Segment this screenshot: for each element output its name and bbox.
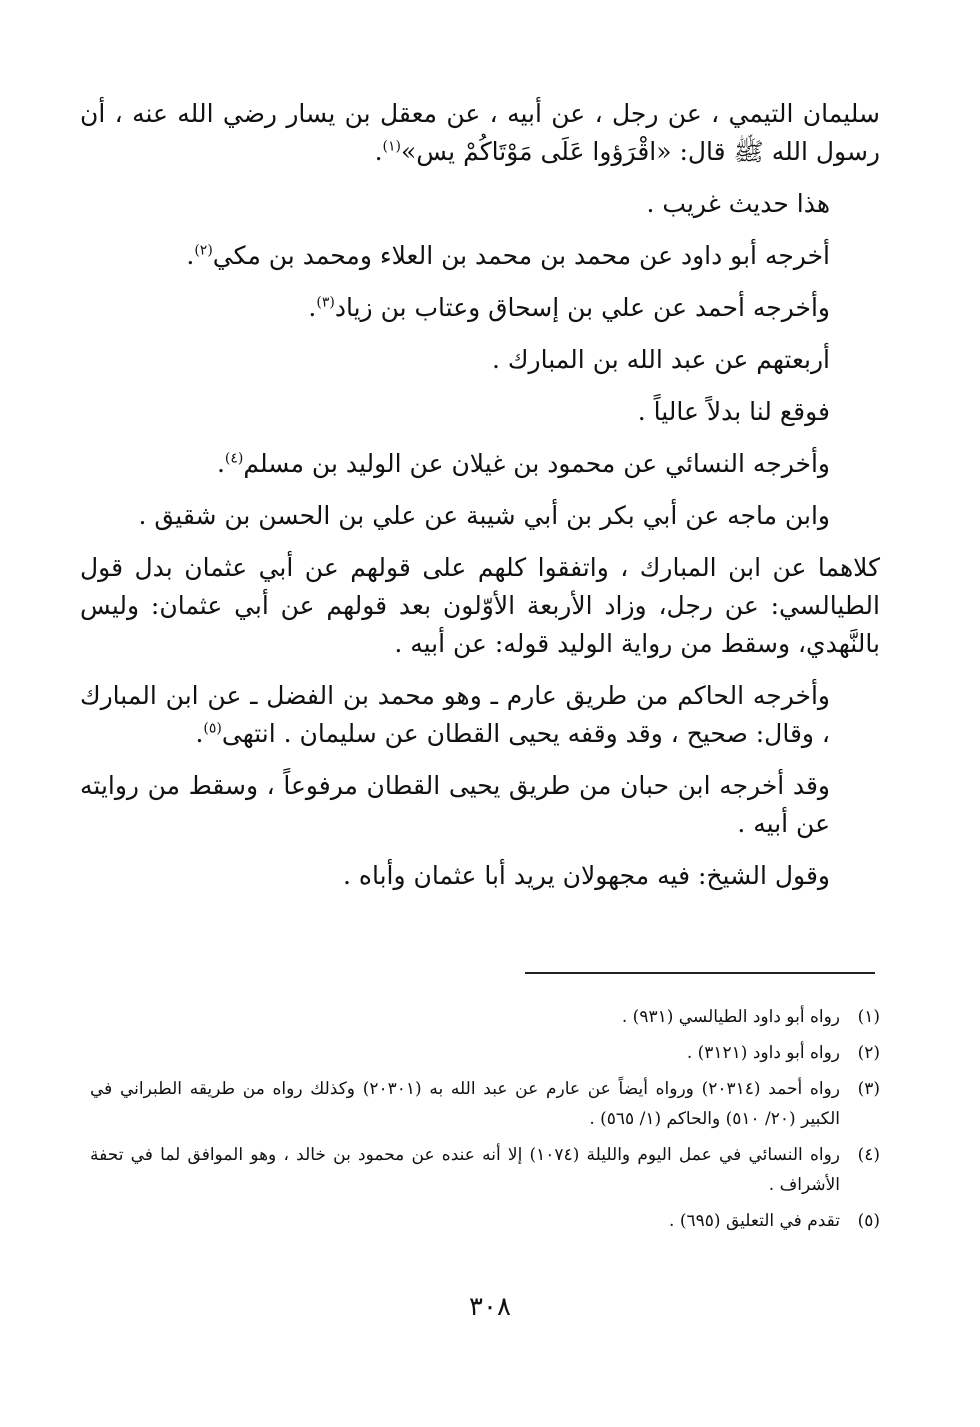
paragraph: هذا حديث غريب . (646, 189, 830, 218)
paragraph: وقول الشيخ: فيه مجهولان يريد أبا عثمان وأباه . (342, 861, 830, 890)
paragraph: وأخرجه النسائي عن محمود بن غيلان عن الوليد بن مسلم$^{(٤)}$. (216, 449, 830, 478)
paragraph: وقد أخرجه ابن حبان من طريق يحيى القطان مرفوعاً ، وسقط من روايته عن أبيه . (80, 771, 830, 838)
paragraph: وأخرجه أحمد عن علي بن إسحاق وعتاب بن زياد$^{(٣)}$. (308, 293, 830, 322)
footnote-ref: (٣) (316, 294, 335, 311)
footnotes (90, 1002, 880, 1242)
footnote: (٢) رواه أبو داود (٣١٢١) . (686, 1043, 880, 1063)
page-number: ٣٠٨ (469, 1292, 511, 1322)
footnote-ref: (١) (382, 138, 402, 155)
footnote-ref: (٢) (194, 242, 213, 259)
paragraph: فوقع لنا بدلاً عالياً . (637, 397, 830, 426)
footnote-divider (525, 972, 875, 974)
paragraph: وأخرجه الحاكم من طريق عارم ـ وهو محمد بن الفضل ـ عن ابن المبارك ، وقال: صحيح ، وقد وقفه يحيى القطان عن سليمان . انتهى$^{(٥)}$. (80, 681, 830, 748)
footnote-ref: (٤) (224, 450, 244, 467)
paragraph: سليمان التيمي ، عن رجل ، عن أبيه ، عن معقل بن يسار رضي الله عنه ، أن رسول الله ﷺ قال: «اقْرَؤوا عَلَى مَوْتَاكُمْ يس»$^{(١)}$. (80, 99, 880, 166)
main-text (80, 95, 880, 909)
paragraph: كلاهما عن ابن المبارك ، واتفقوا كلهم على قولهم عن أبي عثمان بدل قول الطيالسي: عن رجل، وزاد الأربعة الأوّلون بعد قولهم عن أبي عثمان: وليس بالنَّهدي، وسقط من رواية الوليد قوله: عن أبيه . (80, 553, 880, 658)
footnote: (٥) تقدم في التعليق (٦٩٥) . (669, 1211, 880, 1231)
paragraph: أربعتهم عن عبد الله بن المبارك . (492, 345, 830, 374)
paragraph: وابن ماجه عن أبي بكر بن أبي شيبة عن علي بن الحسن بن شقيق . (138, 501, 830, 530)
footnote: (٣) رواه أحمد (٢٠٣١٤) ورواه أيضاً عن عارم عن عبد الله به (٢٠٣٠١) وكذلك رواه من طريقه الطبراني في الكبير (٢٠/ ٥١٠) والحاكم (١/ ٥٦٥) . (90, 1079, 880, 1129)
footnote: (٤) رواه النسائي في عمل اليوم والليلة (١٠٧٤) إلا أنه عنده عن محمود بن خالد ، وهو الموافق لما في تحفة الأشراف . (90, 1145, 880, 1195)
paragraph: أخرجه أبو داود عن محمد بن محمد بن العلاء ومحمد بن مكي$^{(٢)}$. (186, 241, 830, 270)
footnote: (١) رواه أبو داود الطيالسي (٩٣١) . (621, 1007, 880, 1027)
footnote-ref: (٥) (203, 720, 222, 737)
